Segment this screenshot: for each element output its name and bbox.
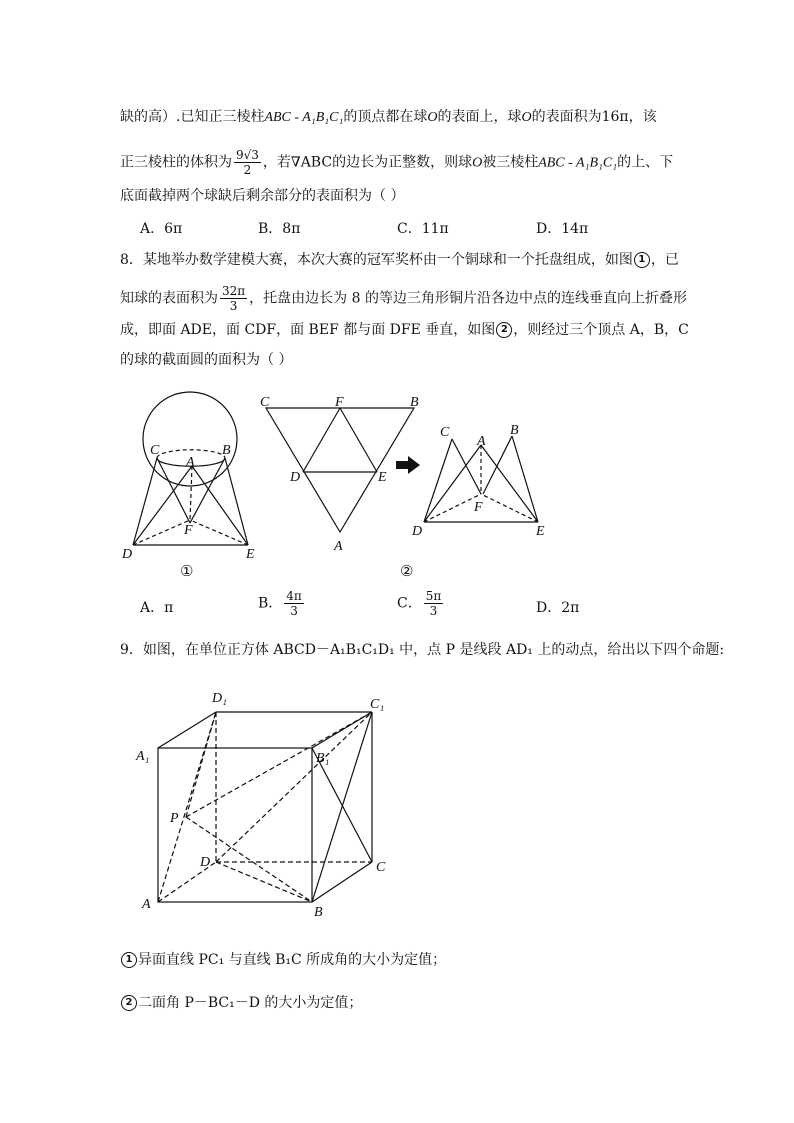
cube-label-c1: C₁ [370, 697, 385, 712]
fig2-label-b: B [410, 395, 419, 410]
q7-line-2: 正三棱柱的体积为 $\frac{9√3}{2}$ ，若∇ABC的边长为正整数，则球O被三棱柱ABC - A₁B₁C₁的上、下 [120, 148, 674, 177]
fig2-label-c: C [260, 395, 270, 410]
fig3-label-f: F [474, 500, 483, 515]
q8-figures [0, 380, 794, 620]
q7-option-b: B．8π [258, 221, 301, 237]
cube-label-a1: A₁ [136, 749, 150, 764]
q8-option-c: C． $\frac{5\pi}{3}$ [397, 589, 442, 618]
cube-label-c: C [376, 860, 386, 875]
q7-option-c: C．11π [397, 221, 449, 237]
volume-fraction: $\frac{9√3}{2}$ [236, 148, 259, 177]
q9-proposition-1: 1 异面直线 PC₁ 与直线 B₁C 所成角的大小为定值； [120, 950, 446, 970]
q8-option-a: A．π [140, 600, 174, 616]
q8-option-b: B． $\frac{4\pi}{3}$ [258, 589, 302, 618]
q8-line-4: 的球的截面圆的面积为（ ） [120, 352, 293, 368]
fig1-label-f: F [184, 523, 193, 538]
fig1-label-a: A [186, 455, 195, 470]
fig3-label-a: A [477, 434, 486, 449]
fig1-label-e: E [246, 547, 255, 562]
cube-label-a: A [142, 897, 151, 912]
cube-label-b1: B₁ [316, 751, 330, 766]
fig3-label-c: C [440, 425, 450, 440]
circled-one: 1 [634, 252, 650, 268]
q7-option-a: A．6π [140, 221, 183, 237]
sphere-outline [143, 392, 237, 486]
q8-line-3: 成，即面 ADE，面 CDF，面 BEF 都与面 DFE 垂直，如图 2 ，则经过三个顶点 A，B，C [120, 322, 689, 338]
q9-proposition-2: 2 二面角 P－BC₁－D 的大小为定值； [120, 993, 362, 1013]
q7-line-1: 缺的高）.已知正三棱柱ABC - A₁B₁C₁的顶点都在球O的表面上，球O的表面积为16π，该 [120, 109, 657, 125]
flat-triangle [266, 408, 414, 532]
q7-option-d: D．14π [536, 221, 589, 237]
area-fraction: $\frac{32\pi}{3}$ [222, 284, 246, 313]
fig1-label-c: C [150, 443, 160, 458]
fig3-label-e: E [536, 524, 545, 539]
fig2-label-a: A [334, 539, 343, 554]
q7-line-3: 底面截掉两个球缺后剩余部分的表面积为（ ） [120, 188, 405, 204]
cube-label-p: P [170, 811, 179, 826]
q9-line-1: 9．如图，在单位正方体 ABCD－A₁B₁C₁D₁ 中，点 P 是线段 AD₁ 上的动点，给出以下四个命题: [120, 642, 725, 658]
circled-one: 1 [121, 952, 137, 968]
fig3-label-b: B [510, 423, 519, 438]
fig2-label-f: F [335, 395, 344, 410]
right-arrow-icon [396, 456, 420, 474]
fig3-label-d: D [412, 524, 423, 539]
fig1-label-d: D [122, 547, 133, 562]
cube-label-d: D [200, 855, 211, 870]
circled-two: 2 [496, 322, 512, 338]
fig1-caption: ① [180, 564, 194, 580]
fig2-label-e: E [378, 470, 387, 485]
fig2-caption: ② [400, 564, 414, 580]
circled-two: 2 [121, 995, 137, 1011]
fig2-label-d: D [290, 470, 301, 485]
cube-label-b: B [314, 905, 323, 920]
cube-label-d1: D₁ [212, 691, 227, 706]
q8-option-d: D．2π [536, 600, 580, 616]
fig1-label-b: B [222, 443, 231, 458]
q8-line-1: 8．某地举办数学建模大赛，本次大赛的冠军奖杯由一个铜球和一个托盘组成，如图 1 ，已 [120, 252, 679, 268]
cube-figure [0, 680, 794, 930]
q8-line-2: 知球的表面积为 $\frac{32\pi}{3}$ ，托盘由边长为 8 的等边三角形铜片沿各边中点的连线垂直向上折叠形 [120, 284, 687, 313]
